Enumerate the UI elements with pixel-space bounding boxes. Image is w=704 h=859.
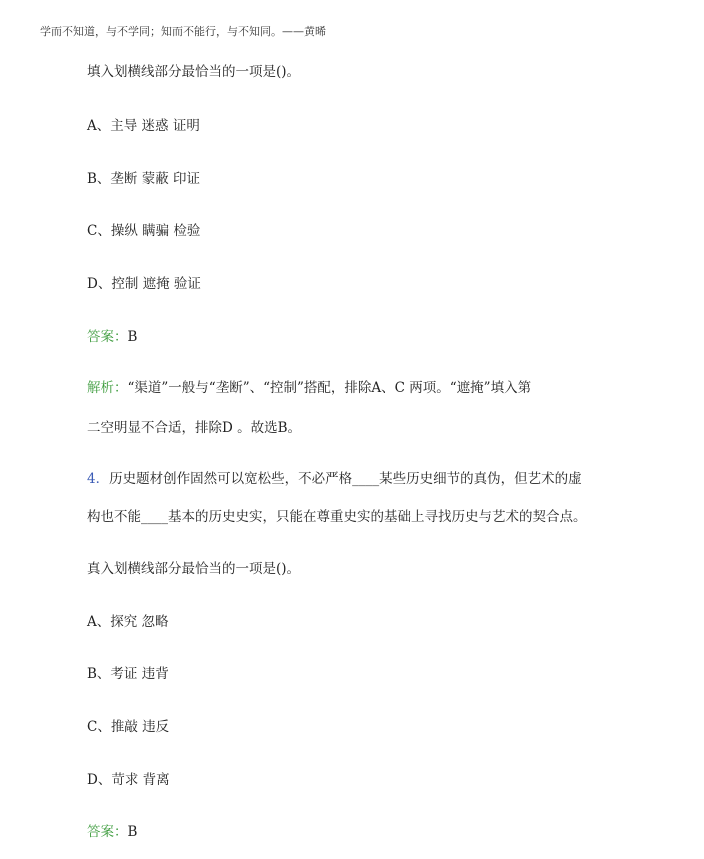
q4-stem-line-1 xyxy=(87,469,582,489)
q4-option-c: C、推敲 违反 xyxy=(87,719,170,735)
q4-option-b: B、考证 违背 xyxy=(87,666,169,682)
header-quote: 学而不知道，与不学同；知而不能行，与不知同。——黄晞 xyxy=(40,25,326,38)
q4-answer-label: 答案： xyxy=(87,824,128,840)
q3-analysis-text-1: “渠道”一般与“垄断”、“控制”搭配，排除A、C 两项。“遮掩”填入第 xyxy=(127,380,532,396)
q3-analysis-line-2: 二空明显不合适，排除D 。故选B。 xyxy=(87,420,302,436)
q3-option-d: D、控制 遮掩 验证 xyxy=(87,276,201,292)
q4-stem-line-2: 构也不能____基本的历史史实，只能在尊重史实的基础上寻找历史与艺术的契合点。 xyxy=(87,509,587,525)
q3-analysis-line-1 xyxy=(87,378,531,398)
q3-option-b: B、垄断 蒙蔽 印证 xyxy=(87,171,201,187)
q4-answer xyxy=(87,822,137,842)
q4-answer-value: B xyxy=(127,824,138,840)
q4-stem-text-1: 历史题材创作固然可以宽松些，不必严格____某些历史细节的真伪，但艺术的虚 xyxy=(109,471,582,487)
q3-answer-value: B xyxy=(127,329,138,345)
q3-option-c: C、操纵 瞒骗 检验 xyxy=(87,223,201,239)
q4-option-d: D、苛求 背离 xyxy=(87,772,170,788)
q4-number: 4． xyxy=(87,471,110,487)
q4-prompt: 真入划横线部分最恰当的一项是()。 xyxy=(87,561,301,577)
q3-prompt: 填入划横线部分最恰当的一项是()。 xyxy=(87,64,301,80)
q3-answer-label: 答案： xyxy=(87,329,128,345)
q3-analysis-label: 解析： xyxy=(87,380,128,396)
q3-option-a: A、主导 迷惑 证明 xyxy=(87,118,200,134)
q4-option-a: A、探究 忽略 xyxy=(87,614,169,630)
q3-answer xyxy=(87,327,137,347)
